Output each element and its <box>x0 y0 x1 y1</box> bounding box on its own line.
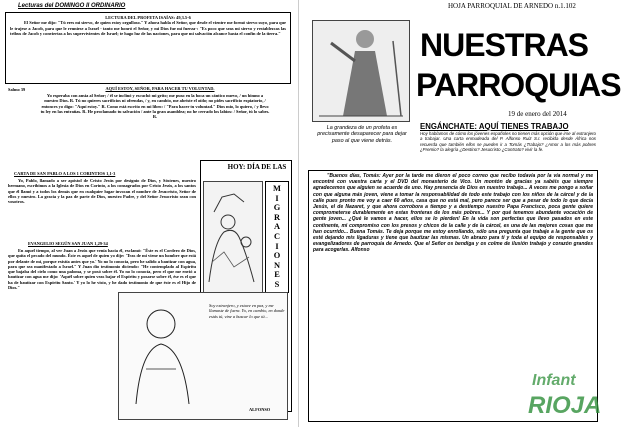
gospel-title: EVANGELIO SEGÚN SAN JUAN 1,29-34 <box>28 241 108 246</box>
issue-date: 19 de enero del 2014 <box>508 110 567 118</box>
migrants-cartoon <box>203 181 263 293</box>
migraciones-letter: N <box>273 260 281 270</box>
watermark-infant: Infant <box>532 372 576 389</box>
fold-divider <box>298 0 299 427</box>
migraciones-vertical <box>266 184 288 290</box>
migraciones-vertical-box <box>265 181 289 293</box>
left-page <box>0 0 296 427</box>
left-header: Lecturas del DOMINGO II ORDINARIO <box>18 3 126 9</box>
reading2-text: Yo, Pablo, llamado a ser apóstol de Cristo Jesús por designio de Dios, y Sóstenes, nuestro hermano, escribimos a la Iglesia de Dios en Corinto, a los consagrados por Cristo Jesús, a los santos que él llamó y a todos los demás que en cualquier lugar invocan el nombre de Jesucristo, Señor de ellos y nuestro. La gracia y la paz de parte de Dios, nuestro Padre, y del Señor Jesucristo sean con vosotros. <box>8 178 196 205</box>
reading1-title: LECTURA DEL PROFETA ISAÍAS: 49,3.5-6 <box>105 15 191 20</box>
migrants-drawing <box>204 182 262 292</box>
parish-line: HOJA PARROQUIAL DE ARNEDO n.1.102 <box>448 2 576 10</box>
prophet-caption: La grandeza de un profeta es precisamente desaparecer para dejar paso al que viene detrás. <box>317 125 407 144</box>
hoy-title: HOY: DÍA DE LAS <box>227 163 287 171</box>
salmo-label: Salmo 39 <box>8 87 26 92</box>
section-title: ENGÁNCHATE: AQUÍ TIENES TRABAJO <box>420 122 569 131</box>
migraciones-letter: R <box>273 212 281 222</box>
migraciones-letter: A <box>273 222 281 232</box>
migraciones-letter: M <box>273 184 281 193</box>
migraciones-letter: O <box>273 251 281 261</box>
watermark-rioja: RIOJA <box>528 392 602 419</box>
salmo-text: Yo esperaba con ansia al Señor; / él se inclinó y escuchó mi grito; me puso en la boca un cántico nuevo, / un himno a nuestro Dios. R. Tú no quieres sacrificios ni ofrendas, / y, en cambio, me abriste el oído; no pides sacrificio expiatorio, / entonces yo digo: "Aquí estoy." R. Como está escrito en mi libro: / "Para hacer tu voluntad." Dios mío, lo quiero, / y llevo tu ley en las entrañas. R. He proclamado tu salvación / ante la gran asamblea; no he cerrado los labios: / Señor, tú lo sabes. R. <box>40 93 270 120</box>
title-line1: NUESTRAS <box>420 27 589 63</box>
cartoon-drawing <box>121 299 205 409</box>
migraciones-letter: G <box>273 203 281 213</box>
gospel-text: En aquel tiempo, al ver Juan a Jesús que venía hacia él, exclamó: "Éste es el Cordero de Dios, que quita el pecado del mundo. Éste es aquel de quien yo dije: 'Tras de mí viene un hombre que está por delante de mí, porque existía antes que yo.' Yo no lo conocía, pero he salido a bautizar con agua, para que sea manifestado a Israel." Y Juan dio testimonio diciendo: "He contemplado al Espíritu que bajaba del cielo como una paloma, y se posó sobre él. Yo no lo conocía, pero el que me envió a bautizar con agua me dijo: 'Aquél sobre quien veas bajar el Espíritu y posarse sobre él, ése es el que ha de bautizar con Espíritu Santo.' Y yo lo he visto, y he dado testimonio de que éste es el Hijo de Dios." <box>8 248 196 291</box>
reading1-box <box>5 12 291 84</box>
cartoon-credit: ALFONSO <box>249 407 271 412</box>
cartoon-caption: Soy extranjero, y estuve en paz, y me llamaste de fuera. Yo, en cambio, en donde estás tú, vine a buscar lo que tú... <box>209 303 285 319</box>
prophet-illustration <box>312 20 410 122</box>
migraciones-letter: E <box>274 270 280 280</box>
migraciones-letter: C <box>273 231 281 241</box>
right-page <box>300 0 621 427</box>
reading2-title: CARTA DE SAN PABLO A LOS 1 CORINTIOS 1,1-3 <box>14 171 116 176</box>
title-line2: PARROQUIAS <box>416 67 621 103</box>
letter-text: "Buenos días, Tomás: Ayer por la tarde me dieron el poco correo que recibo todavía por la vía normal y me encontré con vuestra carta y el DVD del monasterio de Vico. Un montón de gracias ya sabéis que siempre agradecemos que alguien se acuerde de uno. Hay presencia de Dios en nuestro trabajo... A veces me pongo a soñar con que alguna más joven, viene a tomar la responsabilidad de todo este trabajo con los niños de la cárcel y de la calle pues pronto me voy a caer 60 años, casa que no está mal, pero parece ser que a pesar de todo lo que decía Jesús, el de Nazaret, y que ahora corrobora a tiempo y a destiempo nuestro Papa Francisco, poca gente quiere comprometerse durablemente en estas fronteras de los más pobres... Y por qué tenemos abundante vocación de gente joven... ¿Qué le vamos a hacer, ellos se lo pierden! En la vida son perfectas que llevo pasados en este continente, mi compromiso con los presos y chicos de la calle y de la cárcel, es una de las mejores cosas que me han ocurrido... Buena Tomás. Te deja porque me estoy enrollando, sólo una pregunta que trabaje a la gente que os esté dejando mis ligaduras y tiene que bautizar las mismas. Un abrazo para ti y toda el equipo de responsables y evangelizadores de parroquia de Arnedo. Que el Señor os bendiga y os colme de ilusión trabajo y corazón grandes para acogerlas. Alfonso <box>313 173 593 254</box>
migraciones-letter: S <box>274 279 280 289</box>
reading1-text: El Señor me dijo: "Tú eres mi siervo, de quien estoy orgulloso." Y ahora habla el Señor, que desde el vientre me formó siervo suyo, para que le trajese a Jacob, para que le reuniese a Israel - tanto me honró el Señor, y mi Dios fue mi fuerza-: "Es poco que seas mi siervo y restablezcas las tribus de Jacob y conviertas a los supervivientes de Israel; te hago luz de las naciones, para que mi salvación alcance hasta el confín de la tierra." <box>10 20 286 36</box>
migraciones-letter: I <box>275 241 279 251</box>
section-intro: Hoy hablamos de cómo los jóvenes españoles no tienen más opción que irse al extranjero a trabajar. Una carta enmudeada del P. Alfonso Ruiz S.I. recibida desde África nos recuerda que también ellos se pueden ir a Tomás ¿Trabajo? ¿Amor a los más pobres ¿Premio? la alegría ¿Destino? Jesucristo ¿Contrato? vivir la fe. <box>420 131 596 152</box>
migraciones-letter: I <box>275 193 279 203</box>
salmo-title: AQUÍ ESTOY, SEÑOR, PARA HACER TU VOLUNTAD. <box>105 86 215 91</box>
prophet-drawing <box>313 21 409 121</box>
cartoon-panel <box>118 292 288 420</box>
